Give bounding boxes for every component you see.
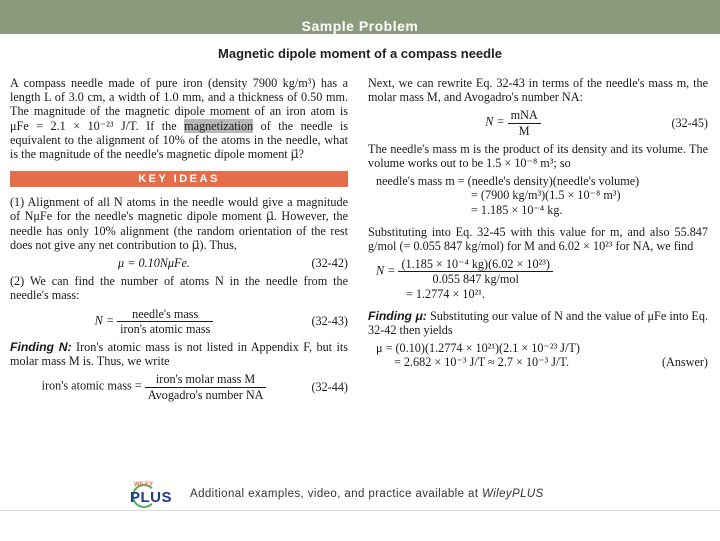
wileyplus-link[interactable]: WileyPLUS (482, 488, 544, 500)
answer-label: (Answer) (661, 355, 708, 370)
n-calculation: N = $\frac{\text{(1.185 × 10⁻⁴ kg)(6.02 × 10²³)}}{\text{0.055 847 kg/mol}}$ = 1.2774 × 10²¹. (376, 257, 708, 301)
wileyplus-logo: WILEY PLUS (130, 482, 173, 506)
right-column (368, 76, 708, 370)
left-column (10, 76, 348, 406)
bottom-band (0, 510, 720, 541)
highlighted-word: magnetization (184, 118, 254, 133)
key-idea-2: (2) We can find the number of atoms N in the needle from the needle's mass: (10, 274, 348, 303)
finding-mu-paragraph: Finding μ: Substituting our value of N and the value of μFe into Eq. 32-42 then yields (368, 308, 708, 338)
footer (0, 480, 720, 510)
problem-title: Magnetic dipole moment of a compass needle (218, 46, 502, 61)
mass-paragraph: The needle's mass m is the product of its density and its volume. The volume works out to be 1.5 × 10⁻⁸ m³; so (368, 141, 708, 171)
substitution-paragraph: Substituting into Eq. 32-45 with this value for m, and also 55.847 g/mol (= 0.055 847 kg/mol) for M and 6.02 × 10²³ for NA, we find (368, 224, 708, 254)
answer-calculation: μ = (0.10)(1.2774 × 10²¹)(2.1 × 10⁻²³ J/T) = 2.682 × 10⁻³ J/T ≈ 2.7 × 10⁻³ J/T. (Answer) (376, 341, 708, 370)
equation-32-42: μ = 0.10NμFe. (32-42) (118, 256, 348, 271)
page (0, 34, 720, 510)
equation-32-45: N = $\frac{\text{mNA}}{M}$ (32-45) (485, 108, 708, 138)
finding-mu-label: Finding μ: (368, 308, 427, 323)
header-title: Sample Problem (301, 18, 419, 34)
problem-statement: A compass needle made of pure iron (density 7900 kg/m³) has a length L of 3.0 cm, a width of 1.0 mm, and a thickness of 0.50 mm. The magnitude of the magnetic dipole moment of an iron atom is μFe = 2.1 × 10⁻²³ J/T. If the magnetization of the needle is equivalent to the alignment of 10% of the atoms in the needle, what is the magnitude of the needle's magnetic dipole moment μ⃗? (10, 76, 348, 162)
finding-n-paragraph: Finding N: Iron's atomic mass is not listed in Appendix F, but its molar mass M is. Thus, we write (10, 340, 348, 369)
key-idea-1: (1) Alignment of all N atoms in the needle would give a magnitude of NμFe for the needle's magnetic dipole moment μ⃗. However, the needle has only 10% alignment (the random orientation of the rest does not give any net contribution to μ⃗). Thus, (10, 195, 348, 252)
equation-32-44: iron's atomic mass = $\frac{\text{iron's molar mass M}}{\text{Avogadro's number NA}}$ (32-44) (41, 372, 348, 402)
rewrite-paragraph: Next, we can rewrite Eq. 32-43 in terms of the needle's mass m, the molar mass M, and Avogadro's number NA: (368, 76, 708, 105)
footer-text: Additional examples, video, and practice available at WileyPLUS (190, 488, 544, 500)
header-band (0, 0, 720, 34)
mass-calculation: needle's mass m = (needle's density)(needle's volume) = (7900 kg/m³)(1.5 × 10⁻⁸ m³) = 1.185 × 10⁻⁴ kg. (376, 174, 640, 217)
equation-32-43: N = $\frac{\text{needle's mass}}{\text{iron's atomic mass}}$ (32-43) (94, 306, 348, 336)
finding-n-label: Finding N: (10, 340, 72, 355)
key-ideas-banner: KEY IDEAS (10, 171, 348, 187)
